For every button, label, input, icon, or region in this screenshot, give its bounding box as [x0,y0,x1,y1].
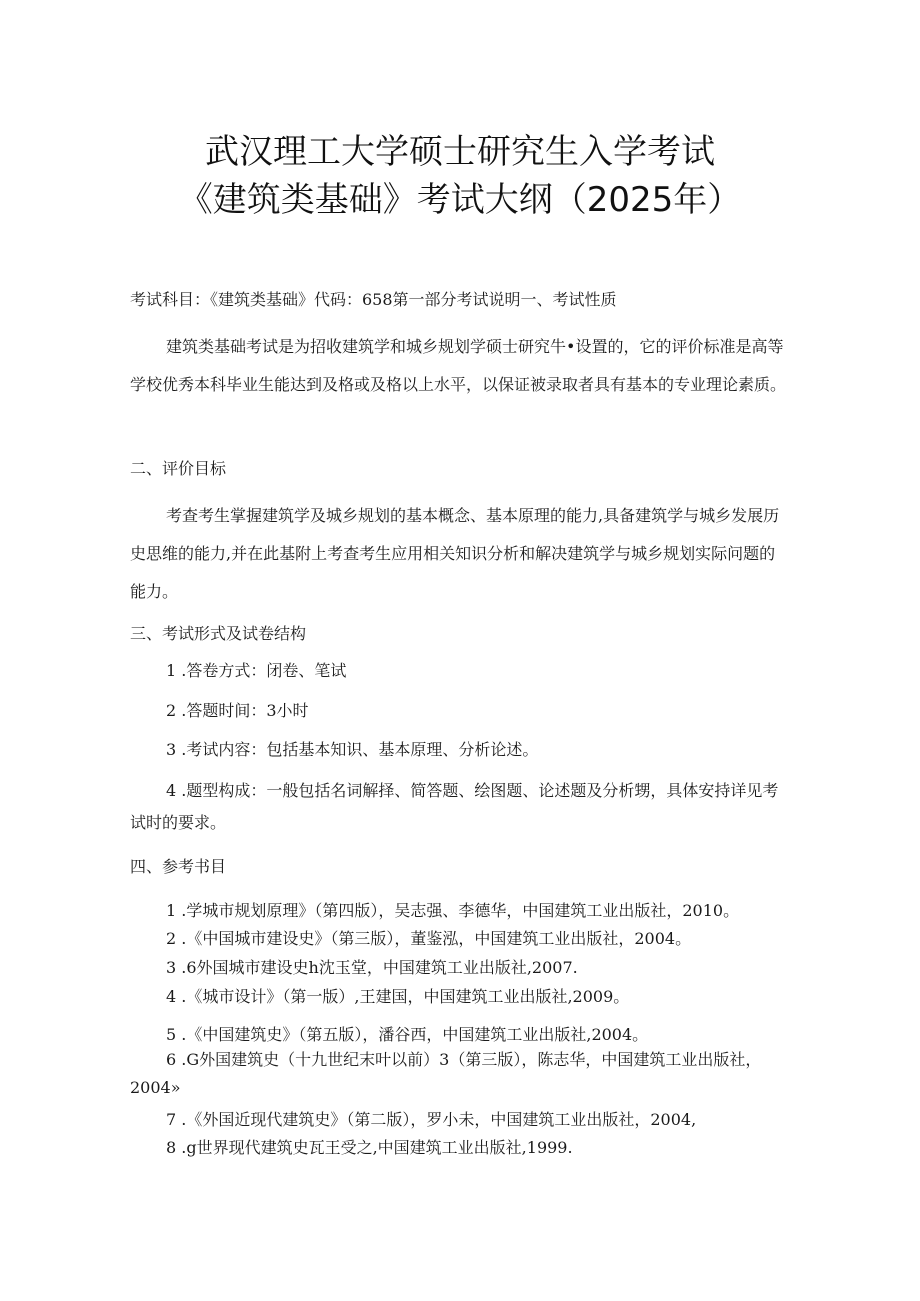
evaluation-goals-paragraph: 考查考生掌握建筑学及城乡规划的基本概念、基本原理的能力,具备建筑学与城乡发展历史思维的能力,并在此基附上考查考生应用相关知识分析和解决建筑学与城乡规划实际问题的能力。 [130,506,780,601]
reference-book-item: 6 .G外国建筑史（十九世纪末叶以前）3（第三版），陈志华，中国建筑工业出版社，2004» [130,1050,762,1097]
section-heading-evaluation-goals: 二、评价目标 [130,459,227,478]
section-heading-exam-format: 三、考试形式及试卷结构 [130,624,307,643]
exam-format-item: 4 .题型构成：一般包括名词解择、简答题、绘图题、论述题及分析甥，具体安持详见考试时的要求。 [130,781,779,832]
exam-format-item: 2 .答题时间：3小时 [166,701,309,720]
document-title-line-2: 《建筑类基础》考试大纲（2025年） [178,180,742,220]
exam-format-item: 1 .答卷方式：闭卷、笔试 [166,661,347,680]
exam-nature-paragraph: 建筑类基础考试是为招收建筑学和城乡规划学硕士研究牛•设置的，它的评价标准是高等学校优秀本科毕业生能达到及格或及格以上水平，以保证被录取者具有基本的专业理论素质。 [130,337,787,394]
reference-book-item: 7 .《外国近现代建筑史》（第二版），罗小未，中国建筑工业出版社，2004, [166,1110,697,1129]
reference-book-item: 4 .《城市设计》（第一版）,王建国，中国建筑工业出版社,2009。 [166,987,630,1006]
reference-book-item: 3 .6外国城市建设史h沈玉堂，中国建筑工业出版社,2007. [166,958,578,977]
exam-format-item: 3 .考试内容：包括基本知识、基本原理、分析论述。 [166,740,539,759]
reference-book-item: 1 .学城市规划原理》（第四版），吴志强、李德华，中国建筑工业出版社，2010。 [166,901,740,920]
exam-subject-line: 考试科目：《建筑类基础》代码：658第一部分考试说明一、考试性质 [130,290,617,309]
reference-book-item: 8 .g世界现代建筑史瓦王受之,中国建筑工业出版社,1999. [166,1138,573,1157]
reference-book-item: 5 .《中国建筑史》（第五版），潘谷西，中国建筑工业出版社,2004。 [166,1025,649,1044]
reference-book-item: 2 .《中国城市建设史》（第三版），董鉴泓，中国建筑工业出版社，2004。 [166,929,692,948]
section-heading-reference-books: 四、参考书目 [130,857,227,876]
document-title-line-1: 武汉理工大学硕士研究生入学考试 [205,132,715,172]
